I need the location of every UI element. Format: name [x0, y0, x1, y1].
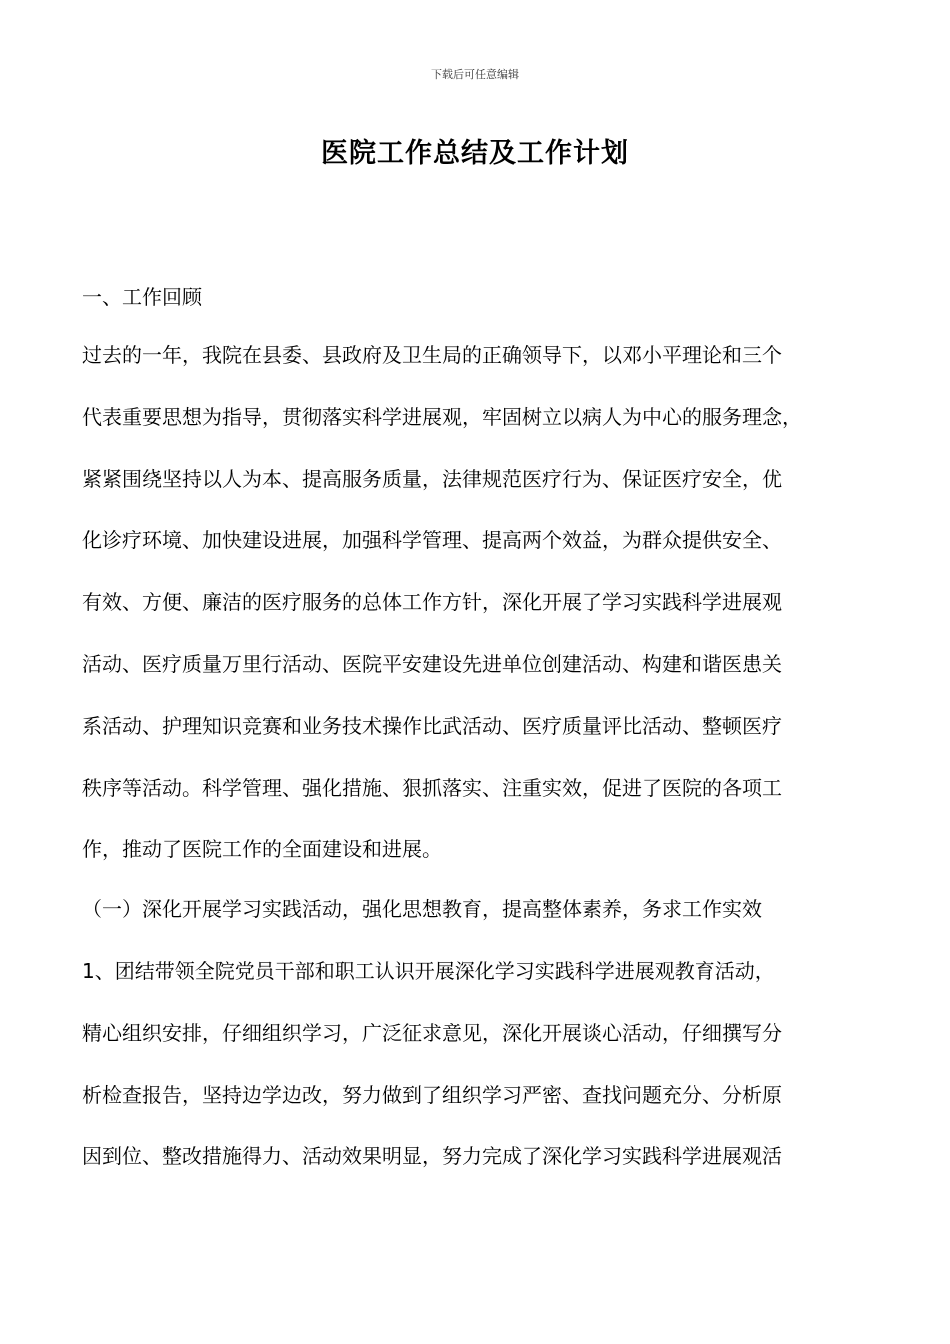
document-title: 医院工作总结及工作计划 — [321, 138, 629, 169]
paragraph-line: 系活动、护理知识竞赛和业务技术操作比武活动、医疗质量评比活动、整顿医疗 — [82, 713, 782, 738]
paragraph-line: 紧紧围绕坚持以人为本、提高服务质量，法律规范医疗行为、保证医疗安全，优 — [82, 466, 782, 491]
paragraph-line: 析检查报告，坚持边学边改，努力做到了组织学习严密、查找问题充分、分析原 — [82, 1082, 782, 1107]
subsection-heading: （一）深化开展学习实践活动，强化思想教育，提高整体素养，务求工作实效 — [82, 897, 762, 921]
paragraph-line: 化诊疗环境、加快建设进展，加强科学管理、提高两个效益，为群众提供安全、 — [82, 528, 782, 553]
paragraph-line: 因到位、整改措施得力、活动效果明显，努力完成了深化学习实践科学进展观活 — [82, 1144, 782, 1169]
paragraph-line: 秩序等活动。科学管理、强化措施、狠抓落实、注重实效，促进了医院的各项工 — [82, 775, 782, 800]
paragraph-line: 活动、医疗质量万里行活动、医院平安建设先进单位创建活动、构建和谐医患关 — [82, 651, 782, 676]
paragraph-line: 过去的一年，我院在县委、县政府及卫生局的正确领导下，以邓小平理论和三个 — [82, 343, 782, 367]
header-note: 下载后可任意编辑 — [431, 68, 519, 81]
paragraph-line: 精心组织安排，仔细组织学习，广泛征求意见，深化开展谈心活动，仔细撰写分 — [82, 1020, 782, 1045]
paragraph-line: 1、团结带领全院党员干部和职工认识开展深化学习实践科学进展观教育活动， — [82, 959, 775, 983]
paragraph-line: 代表重要思想为指导，贯彻落实科学进展观，牢固树立以病人为中心的服务理念， — [82, 404, 802, 429]
paragraph-line: 作，推动了医院工作的全面建设和进展。 — [82, 837, 442, 862]
section-heading: 一、工作回顾 — [82, 285, 202, 309]
paragraph-review — [82, 340, 882, 896]
paragraph-line: 有效、方便、廉洁的医疗服务的总体工作方针，深化开展了学习实践科学进展观 — [82, 590, 782, 615]
paragraph-item-1 — [82, 956, 882, 1203]
